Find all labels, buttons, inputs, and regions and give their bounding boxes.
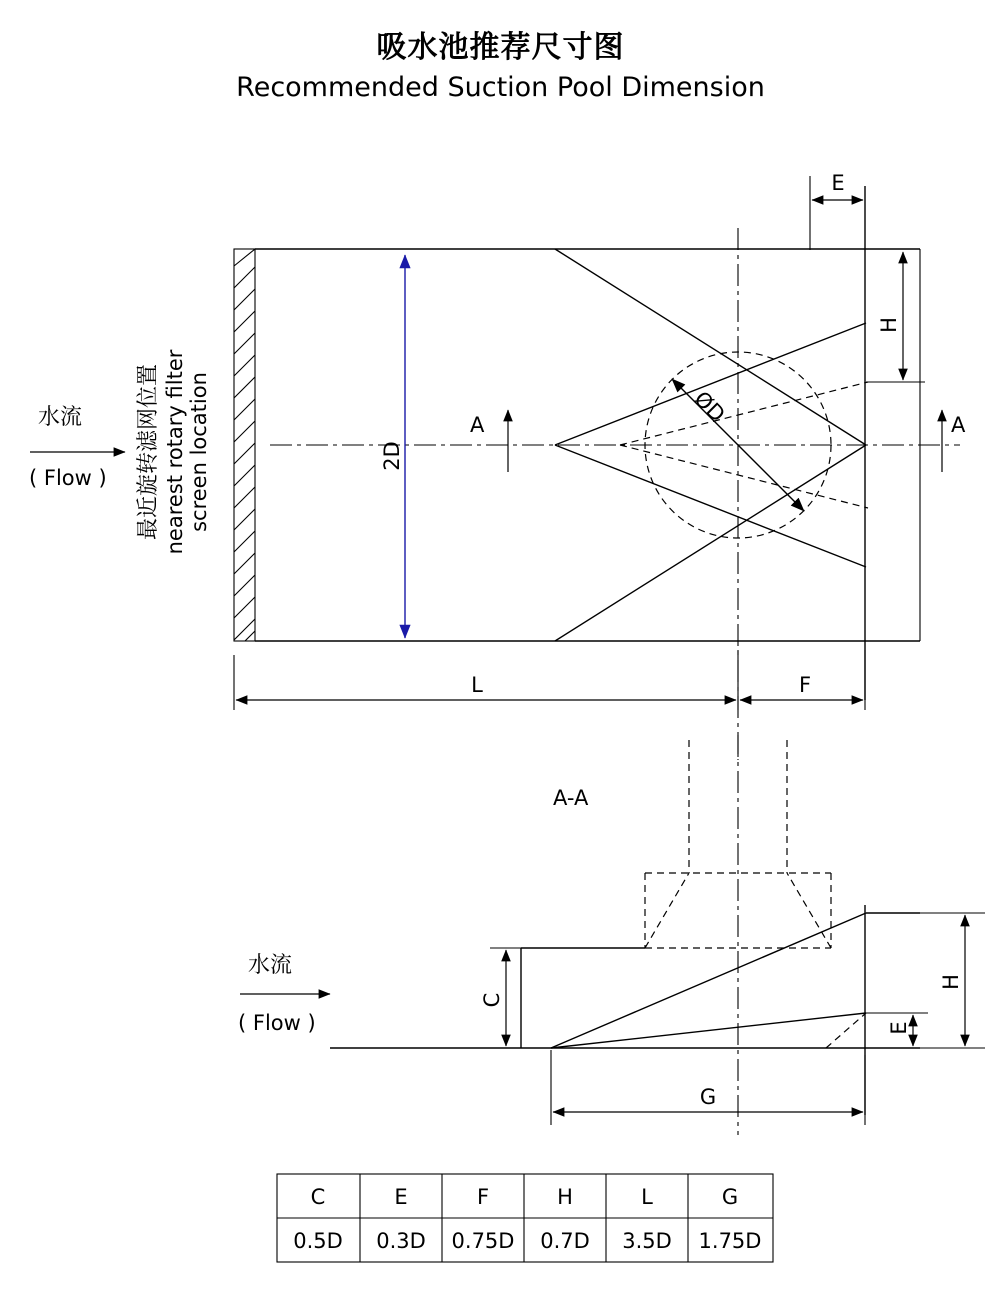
- dimension-C: [480, 948, 521, 1048]
- table-header-0: C: [310, 1185, 326, 1209]
- dimension-H-section: [866, 913, 985, 1048]
- wall-note-english-line2: screen location: [187, 372, 211, 532]
- dimension-E-section: [866, 1013, 928, 1046]
- label-section-A-left: A: [470, 413, 485, 437]
- label-diameter: ØD: [689, 386, 730, 427]
- dimension-E-plan: [810, 171, 863, 250]
- label-E-plan: E: [831, 171, 845, 195]
- label-C: C: [480, 992, 504, 1008]
- table-value-4: 3.5D: [622, 1229, 672, 1253]
- table-header-4: L: [641, 1185, 653, 1209]
- wall-note-chinese: 最近旋转滤网位置: [136, 363, 161, 541]
- pool-outline-plan: [255, 186, 920, 700]
- pool-wall-hatched: [234, 249, 255, 641]
- dimension-2D: [380, 255, 405, 638]
- label-section-A-right: A: [951, 413, 966, 437]
- dimension-H-plan: [866, 252, 925, 382]
- flow-label-english-section: ( Flow ): [238, 1011, 316, 1035]
- wall-note-english-line1: nearest rotary filter: [163, 349, 187, 555]
- table-header-2: F: [476, 1185, 490, 1209]
- label-L: L: [471, 673, 483, 697]
- table-header-1: E: [394, 1185, 408, 1209]
- dimension-L-F: [234, 650, 865, 710]
- flow-label-english-plan: ( Flow ): [29, 466, 107, 490]
- label-G: G: [699, 1085, 717, 1109]
- section-view-label: A-A: [553, 786, 589, 810]
- label-H-section: H: [939, 974, 963, 990]
- table-value-5: 1.75D: [698, 1229, 762, 1253]
- dimension-G: [551, 1050, 865, 1125]
- table-value-2: 0.75D: [451, 1229, 515, 1253]
- table-header-5: G: [721, 1185, 739, 1209]
- flow-label-chinese-plan: 水流: [38, 405, 83, 430]
- label-F: F: [798, 673, 812, 697]
- label-H-plan: H: [877, 317, 901, 333]
- table-value-1: 0.3D: [376, 1229, 426, 1253]
- page-title-chinese: 吸水池推荐尺寸图: [376, 30, 625, 65]
- table-value-3: 0.7D: [540, 1229, 590, 1253]
- label-2D: 2D: [380, 441, 404, 471]
- table-header-3: H: [557, 1185, 573, 1209]
- flow-label-chinese-section: 水流: [248, 953, 293, 978]
- section-marker-left: [470, 410, 508, 472]
- dimension-table: [277, 1174, 773, 1262]
- section-marker-right: [942, 410, 966, 472]
- table-value-0: 0.5D: [293, 1229, 343, 1253]
- label-E-section: E: [887, 1021, 911, 1035]
- page-title-english: Recommended Suction Pool Dimension: [236, 72, 765, 103]
